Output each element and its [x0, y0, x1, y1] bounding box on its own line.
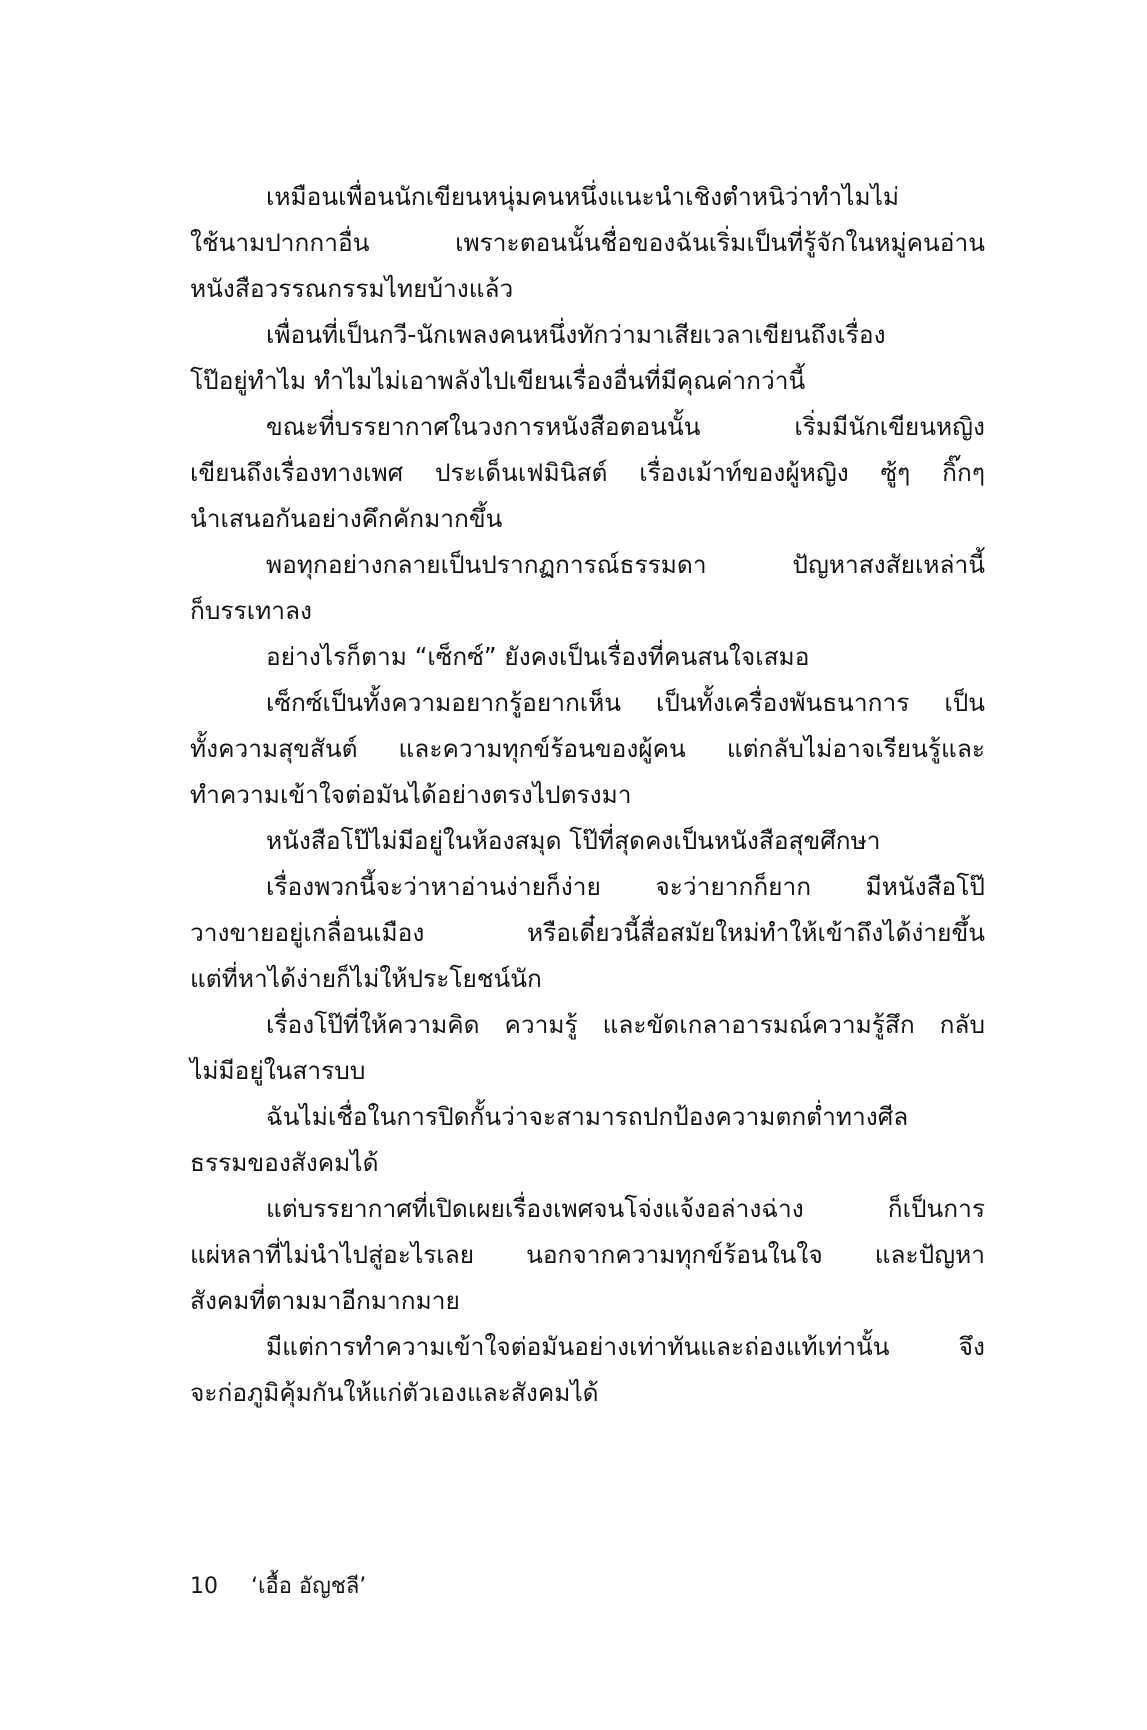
text-line: แต่ที่หาได้ง่ายก็ไม่ให้ประโยชน์นัก	[190, 964, 542, 993]
text-line: มีแต่การทำความเข้าใจต่อมันอย่างเท่าทันและถ่องแท้เท่านั้น จึง	[266, 1332, 985, 1361]
text-line: ไม่มีอยู่ในสารบบ	[190, 1056, 366, 1085]
text-line: เรื่องพวกนี้จะว่าหาอ่านง่ายก็ง่าย จะว่ายากก็ยาก มีหนังสือโป๊	[266, 872, 985, 901]
text-line: นำเสนอกันอย่างคึกคักมากขึ้น	[190, 504, 503, 533]
paragraph	[190, 1002, 985, 1094]
paragraph	[190, 634, 985, 680]
paragraph	[190, 818, 985, 864]
paragraph	[190, 174, 985, 312]
text-line: เขียนถึงเรื่องทางเพศ ประเด็นเฟมินิสต์ เรื่องเม้าท์ของผู้หญิง ซู้ๆ กิ๊กๆ	[190, 458, 985, 487]
paragraph	[190, 312, 985, 404]
text-line: หนังสือโป๊ไม่มีอยู่ในห้องสมุด โป๊ที่สุดคงเป็นหนังสือสุขศึกษา	[266, 826, 881, 855]
paragraph	[190, 404, 985, 542]
text-line: โป๊อยู่ทำไม ทำไมไม่เอาพลังไปเขียนเรื่องอื่นที่มีคุณค่ากว่านี้	[190, 366, 806, 395]
body-text	[190, 174, 985, 1416]
text-line: ใช้นามปากกาอื่น เพราะตอนนั้นชื่อของฉันเริ่มเป็นที่รู้จักในหมู่คนอ่าน	[190, 228, 985, 257]
text-line: ขณะที่บรรยากาศในวงการหนังสือตอนนั้น เริ่มมีนักเขียนหญิง	[266, 412, 985, 441]
paragraph	[190, 1094, 985, 1186]
paragraph	[190, 542, 985, 634]
text-line: หนังสือวรรณกรรมไทยบ้างแล้ว	[190, 274, 514, 303]
page-number: 10	[190, 1574, 218, 1599]
text-line: ทั้งความสุขสันต์ และความทุกข์ร้อนของผู้คน แต่กลับไม่อาจเรียนรู้และ	[190, 734, 985, 763]
text-line: พอทุกอย่างกลายเป็นปรากฏการณ์ธรรมดา ปัญหาสงสัยเหล่านี้	[266, 550, 985, 579]
page-footer	[190, 1572, 366, 1602]
running-title: ‘เอื้อ อัญชลี’	[251, 1574, 367, 1599]
text-line: ก็บรรเทาลง	[190, 596, 312, 625]
text-line: ฉันไม่เชื่อในการปิดกั้นว่าจะสามารถปกป้องความตกต่ำทางศีล	[266, 1102, 909, 1131]
text-line: เหมือนเพื่อนนักเขียนหนุ่มคนหนึ่งแนะนำเชิงตำหนิว่าทำไมไม่	[266, 182, 900, 211]
text-line: ทำความเข้าใจต่อมันได้อย่างตรงไปตรงมา	[190, 780, 632, 809]
text-line: ธรรมของสังคมได้	[190, 1148, 379, 1177]
text-line: วางขายอยู่เกลื่อนเมือง หรือเดี๋ยวนี้สื่อสมัยใหม่ทำให้เข้าถึงได้ง่ายขึ้น	[190, 918, 985, 947]
paragraph	[190, 1186, 985, 1324]
paragraph	[190, 1324, 985, 1416]
paragraph	[190, 864, 985, 1002]
text-line: เซ็กซ์เป็นทั้งความอยากรู้อยากเห็น เป็นทั้งเครื่องพันธนาการ เป็น	[266, 688, 985, 717]
text-line: แผ่หลาที่ไม่นำไปสู่อะไรเลย นอกจากความทุกข์ร้อนในใจ และปัญหา	[190, 1240, 985, 1269]
paragraph	[190, 680, 985, 818]
text-line: จะก่อภูมิคุ้มกันให้แก่ตัวเองและสังคมได้	[190, 1378, 599, 1407]
text-line: สังคมที่ตามมาอีกมากมาย	[190, 1286, 460, 1315]
text-line: เรื่องโป๊ที่ให้ความคิด ความรู้ และขัดเกลาอารมณ์ความรู้สึก กลับ	[266, 1010, 985, 1039]
text-line: เพื่อนที่เป็นกวี-นักเพลงคนหนึ่งทักว่ามาเสียเวลาเขียนถึงเรื่อง	[266, 320, 886, 349]
text-line: อย่างไรก็ตาม “เซ็กซ์” ยังคงเป็นเรื่องที่คนสนใจเสมอ	[266, 642, 810, 671]
text-line: แต่บรรยากาศที่เปิดเผยเรื่องเพศจนโจ่งแจ้งอล่างฉ่าง ก็เป็นการ	[266, 1194, 985, 1223]
